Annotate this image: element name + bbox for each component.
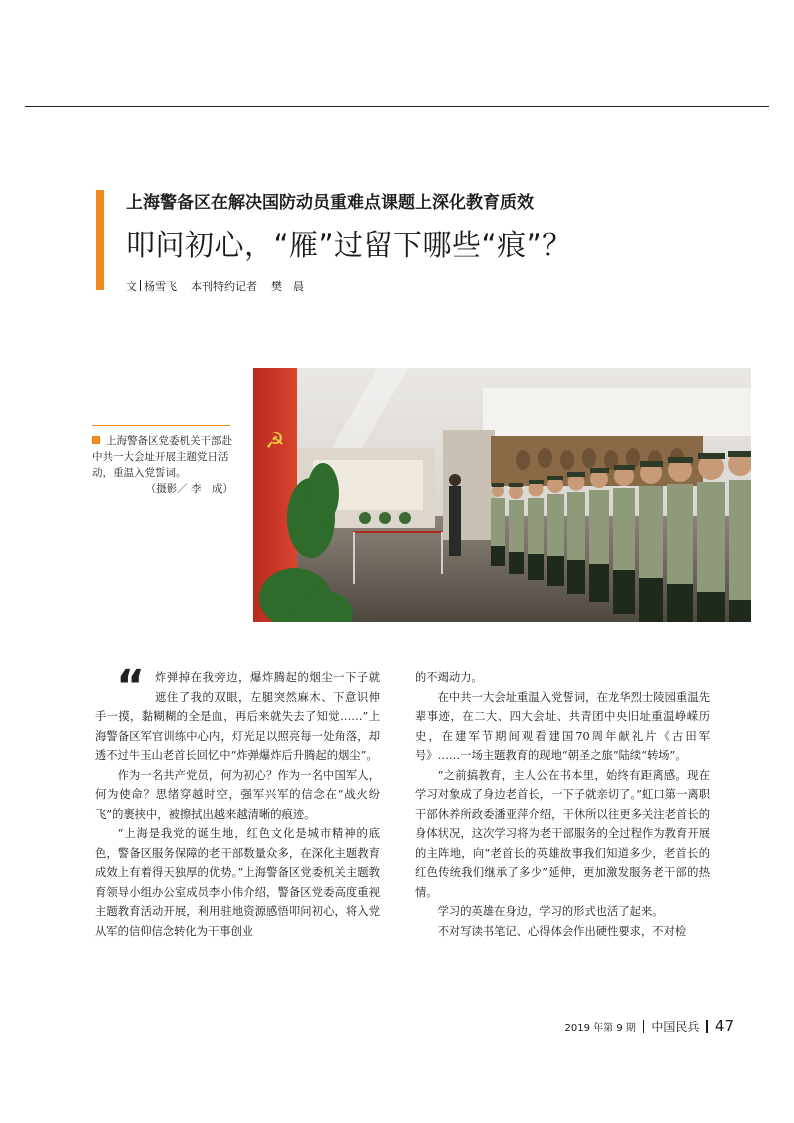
quote-mark-icon: “ xyxy=(116,661,145,712)
article-header xyxy=(126,188,766,294)
svg-text:☭: ☭ xyxy=(265,429,285,454)
article-photo xyxy=(253,368,751,622)
footer-magazine: 中国民兵 xyxy=(651,1020,700,1034)
paragraph: 作为一名共产党员，何为初心？作为一名中国军人，何为使命？思绪穿越时空，强军兴军的信念在“战火纷飞”的裹挟中，被擦拭出越来越清晰的痕迹。 xyxy=(95,768,380,821)
photo-credit: （摄影／ 李 成） xyxy=(145,483,233,495)
body-column-right xyxy=(415,668,710,941)
paragraph: “上海是我党的诞生地，红色文化是城市精神的底色，警备区服务保障的老干部数量众多，在深化主题教育成效上有着得天独厚的优势。”上海警备区党委机关主题教育领导小组办公室成员李小伟介绍，警备区党委高度重视主题教育活动开展，利用驻地资源感悟叩问初心，将入党从军的信仰信念转化为干事创业 xyxy=(95,827,380,938)
byline-author: 杨雪飞 xyxy=(144,280,177,293)
paragraph: 在中共一大会址重温入党誓词，在龙华烈士陵园重温先辈事迹，在二大、四大会址、共青团中央旧址重温峥嵘历史，在建军节期间观看建国70周年献礼片《古田军号》……一场主题教育的现地“朝圣之旅”陆续“转场”。 xyxy=(415,690,710,762)
byline-prefix: 文 xyxy=(126,280,137,293)
article-subtitle: 上海警备区在解决国防动员重难点课题上深化教育质效 xyxy=(126,193,534,213)
paragraph: “之前搞教育，主人公在书本里，始终有距离感。现在学习对象成了身边老首长，一下子就亲切了。”虹口第一离职干部休养所政委潘亚萍介绍，干休所以往更多关注老首长的身体状况，这次学习将为老干部服务的全过程作为教育开展的主阵地，向“老首长的英雄故事我们知道多少，老首长的红色传统我们继承了多少”延伸，更加激发服务老干部的热情。 xyxy=(415,768,710,899)
photo-caption xyxy=(92,433,237,497)
paragraph: 学习的英雄在身边，学习的形式也活了起来。 xyxy=(437,905,664,918)
paragraph: 炸弹掉在我旁边，爆炸腾起的烟尘一下子就遮住了我的双眼，左腿突然麻木、下意识伸手一摸，黏糊糊的全是血，再后来就失去了知觉……”上海警备区军官训练中心内，灯光足以照亮每一处角落，却透不过牛玉山老首长回忆中“炸弹爆炸后升腾起的烟尘”。 xyxy=(95,671,380,762)
byline-separator xyxy=(140,280,141,291)
paragraph: 不对写读书笔记、心得体会作出硬性要求，不对检 xyxy=(437,924,687,938)
footer-issue: 2019 年第 9 期 xyxy=(564,1023,636,1034)
body-column-left xyxy=(95,661,380,941)
accent-bar xyxy=(96,190,104,290)
top-rule xyxy=(25,106,769,107)
paragraph: 的不竭动力。 xyxy=(415,671,483,684)
caption-rule xyxy=(92,425,230,426)
byline-reporter: 樊 晨 xyxy=(271,280,304,293)
page-number: 47 xyxy=(714,1017,734,1035)
page-footer xyxy=(565,1016,734,1035)
footer-divider xyxy=(643,1020,645,1033)
byline xyxy=(126,278,766,294)
byline-reporter-role: 本刊特约记者 xyxy=(191,280,257,293)
caption-bullet-icon xyxy=(92,436,100,444)
photo-illustration xyxy=(253,368,751,622)
footer-divider xyxy=(706,1020,708,1033)
caption-text: 上海警备区党委机关干部赴中共一大会址开展主题党日活动，重温入党誓词。 xyxy=(92,435,232,479)
article-title: 叩问初心，“雁”过留下哪些“痕”？ xyxy=(126,228,572,262)
